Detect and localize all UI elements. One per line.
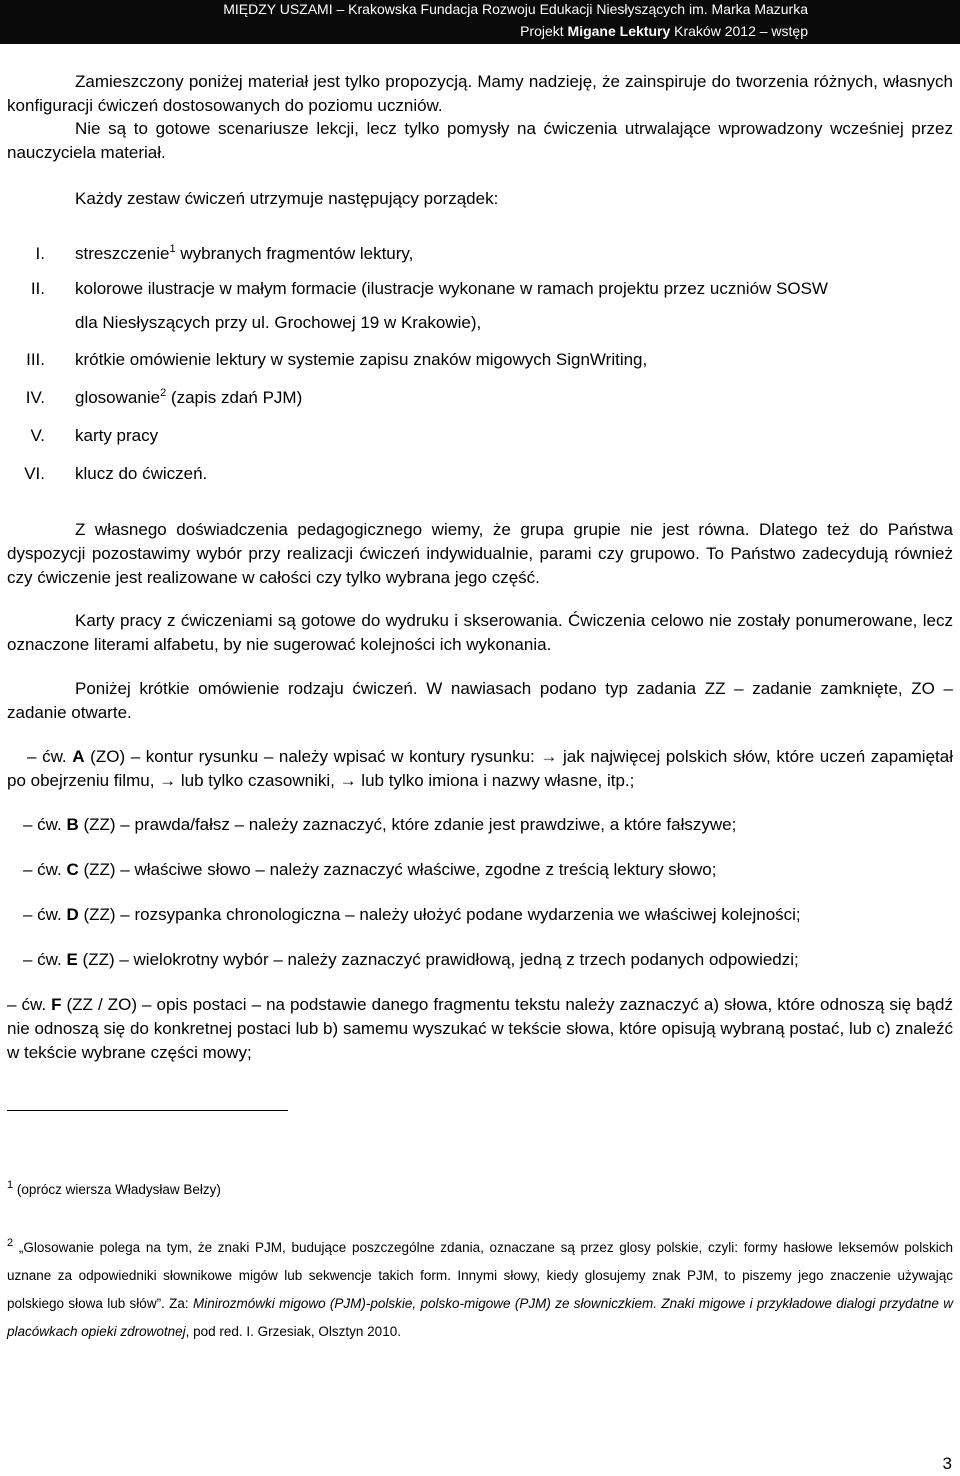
header-organization: MIĘDZY USZAMI – Krakowska Fundacja Rozwoju Edukacji Niesłyszących im. Marka Mazurka bbox=[223, 1, 808, 17]
footnote-2: $^2$ „Glosowanie polega na tym, że znaki PJM, budujące poszczególne zdania, oznaczane są przez glosy polskie, czyli: formy hasłowe leksemów polskich uznane za odpowiedniki słownikowe migów lub sekwencje takich form. Innymi słowy, kiedy glosujemy znak PJM, to piszemy jego znaczenie używając polskiego słowa lub słów”. Za: Minirozmówki migowo (PJM)-polskie, polsko-migowe (PJM) ze słowniczkiem. Znaki migowe i przykładowe dialogi przydatne w placówkach opieki zdrowotnej, pod red. I. Grzesiak, Olsztyn 2010. bbox=[7, 1237, 953, 1339]
cards-paragraph: Karty pracy z ćwiczeniami są gotowe do wydruku i skserowania. Ćwiczenia celowo nie zostały ponumerowane, lecz oznaczone literami alfabetu, by nie sugerować kolejności ich wykonania. bbox=[7, 611, 953, 654]
footnote-citation-title: Minirozmówki migowo (PJM)-polskie, polsko-migowe (PJM) ze słowniczkiem. Znaki migowe i przykładowe dialogi przydatne w placówkach opieki zdrowotnej bbox=[7, 1296, 953, 1339]
exercise-c: – ćw. C (ZZ) – właściwe słowo – należy zaznaczyć właściwe, zgodne z treścią lektury słowo; bbox=[23, 860, 717, 879]
footnote-ref-1: 1 bbox=[169, 243, 176, 255]
list-item: V. karty pracy bbox=[30, 426, 159, 445]
footnote-separator bbox=[7, 1110, 288, 1111]
intro-paragraph-2: Nie są to gotowe scenariusze lekcji, lecz tylko pomysły na ćwiczenia utrwalające wprowadzony wcześniej przez nauczyciela materiał. bbox=[7, 119, 953, 162]
types-paragraph: Poniżej krótkie omówienie rodzaju ćwiczeń. W nawiasach podano typ zadania ZZ – zadanie zamknięte, ZO – zadanie otwarte. bbox=[7, 679, 953, 722]
exercise-b: – ćw. B (ZZ) – prawda/fałsz – należy zaznaczyć, które zdanie jest prawdziwe, a które fałszywe; bbox=[23, 815, 737, 834]
list-item-continuation: dla Niesłyszących przy ul. Grochowej 19 w Krakowie), bbox=[75, 313, 482, 332]
exercise-f: – ćw. F (ZZ / ZO) – opis postaci – na podstawie danego fragmentu tekstu należy zaznaczyć a) słowa, które odnoszą się bądź nie odnoszą się do konkretnej postaci lub b) samemu wyszukać w tekście słowa, które opisują wybraną postać, lub c) znaleźć w tekście wybrane części mowy; bbox=[7, 995, 953, 1062]
intro-paragraph-3: Każdy zestaw ćwiczeń utrzymuje następujący porządek: bbox=[75, 189, 499, 208]
list-item: II. kolorowe ilustracje w małym formacie (ilustracje wykonane w ramach projektu przez uczniów SOSW bbox=[30, 279, 828, 298]
experience-paragraph: Z własnego doświadczenia pedagogicznego wiemy, że grupa grupie nie jest równa. Dlatego też do Państwa dyspozycji pozostawimy wybór przy realizacji ćwiczeń indywidualnie, parami czy grupowo. To Państwo zadecydują również czy ćwiczenie jest realizowane w całości czy tylko wybrana jego część. bbox=[7, 520, 953, 587]
exercise-e: – ćw. E (ZZ) – wielokrotny wybór – należy zaznaczyć prawidłową, jedną z trzech podanych odpowiedzi; bbox=[23, 950, 799, 969]
list-item: IV. glosowanie$^2$ (zapis zdań PJM) bbox=[25, 387, 303, 407]
footnote-ref-2: 2 bbox=[160, 387, 167, 399]
exercise-a: – ćw. A (ZO) – kontur rysunku – należy wpisać w kontury rysunku: → jak najwięcej polskich słów, które uczeń zapamiętał po obejrzeniu filmu, → lub tylko czasowniki, → lub tylko imiona i nazwy własne, itp.; bbox=[7, 747, 953, 790]
intro-paragraph-1: Zamieszczony poniżej materiał jest tylko propozycją. Mamy nadzieję, że zainspiruje do tworzenia różnych, własnych konfiguracji ćwiczeń dostosowanych do poziomu uczniów. bbox=[7, 72, 953, 115]
header-project-title: Migane Lektury bbox=[567, 23, 671, 39]
list-item: III. krótkie omówienie lektury w systemie zapisu znaków migowych SignWriting, bbox=[26, 350, 648, 369]
header-project: Projekt Migane Lektury Kraków 2012 – wstęp bbox=[520, 23, 808, 39]
exercise-d: – ćw. D (ZZ) – rozsypanka chronologiczna – należy ułożyć podane wydarzenia we właściwej kolejności; bbox=[23, 905, 801, 924]
list-item: VI. klucz do ćwiczeń. bbox=[24, 464, 208, 483]
page-number: 3 bbox=[942, 1454, 952, 1473]
list-item: I. streszczenie$^1$ wybranych fragmentów lektury, bbox=[35, 243, 414, 263]
footnote-1: $^1$ (oprócz wiersza Władysław Bełzy) bbox=[7, 1179, 221, 1197]
header-banner bbox=[0, 0, 960, 44]
